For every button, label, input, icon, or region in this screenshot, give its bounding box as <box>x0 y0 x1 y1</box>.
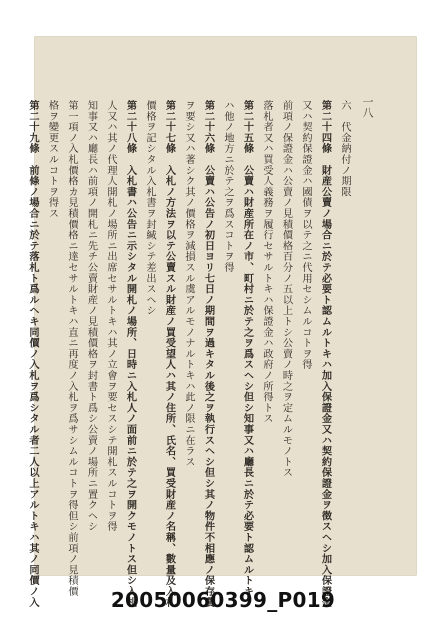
text-column-heading: 六 代金納付ノ期限 <box>339 100 350 198</box>
text-column: ハ他ノ地方ニ於テ之ヲ爲スコトヲ得 <box>222 100 233 273</box>
text-column: 價格ヲ記シタル入札書ヲ封緘シテ差出スヘシ <box>144 100 155 316</box>
text-column-article-24: 第二十四條 財産公賣ノ場合ニ於テ必要ト認ムルトキハ加入保證金又ハ契約保證金ヲ徴スヘシ加入保證金 <box>319 100 332 608</box>
text-column-article-27: 第二十七條 入札ノ方法ヲ以テ公賣スル財産ノ買受望人ハ其ノ住所、氏名、買受財産ノ名稱、數量及入札 <box>163 100 176 608</box>
text-column: 落札者又ハ買受人義務ヲ履行セサルトキハ保證金ハ政府ノ所得トス <box>261 100 272 424</box>
text-column: 第一項ノ入札價格カ見積價格ニ達セサルトキハ直ニ再度ノ入札ヲ爲サシムルコトヲ得但シ前項ノ見積價 <box>66 100 77 597</box>
text-column: ヲ要シ又ハ著シク其ノ價格ヲ減損スル虞アルモノナルトキハ此ノ限ニ在ラス <box>183 100 194 468</box>
text-column: 又ハ契約保證金ハ國債ヲ以テ之ニ代用セシムルコトヲ得 <box>300 100 311 370</box>
page-number: 一八 <box>361 96 374 118</box>
text-column-article-29: 第二十九條 前條ノ場合ニ於テ落札ト爲ルヘキ同價ノ入札ヲ爲シタル者二人以上アルトキハ其ノ同價ノ入 <box>27 100 39 608</box>
archive-id-caption: 20050060399_P019 <box>110 588 336 612</box>
text-column-article-26: 第二十六條 公賣ハ公告ノ初日ヨリ七日ノ期間ヲ過キタル後之ヲ執行スヘシ但シ其ノ物件不相應ノ保存費 <box>202 100 215 608</box>
text-column-article-28: 第二十八條 入札書ハ公告ニ示シタル開札ノ場所、日時ニ入札人ノ面前ニ於テ之ヲ開クモノトス但シ入札 <box>124 100 137 608</box>
text-column: 人又ハ其ノ代理人開札ノ場所ニ出席セサルトキハ其ノ立會ヲ要セスシテ開札スルコトヲ得 <box>105 100 116 532</box>
text-column: 格ヲ變更スルコトヲ得ス <box>46 100 58 219</box>
text-column: 前項ノ保證金ハ公賣ノ見積價格百分ノ五以上トシ公賣ノ時之ヲ定ムルモノトス <box>280 100 292 478</box>
text-column: 知事又ハ廳長ハ前項ノ開札ニ先チ公賣財産ノ見積價格ヲ封書ト爲シ公賣ノ場所ニ置クヘシ <box>85 100 97 532</box>
text-column-article-25: 第二十五條 公賣ハ財産所在ノ市、町村ニ於テ之ヲ爲スヘシ但シ知事又ハ廳長ニ於テ必要ト認ムルトキ <box>241 100 254 597</box>
